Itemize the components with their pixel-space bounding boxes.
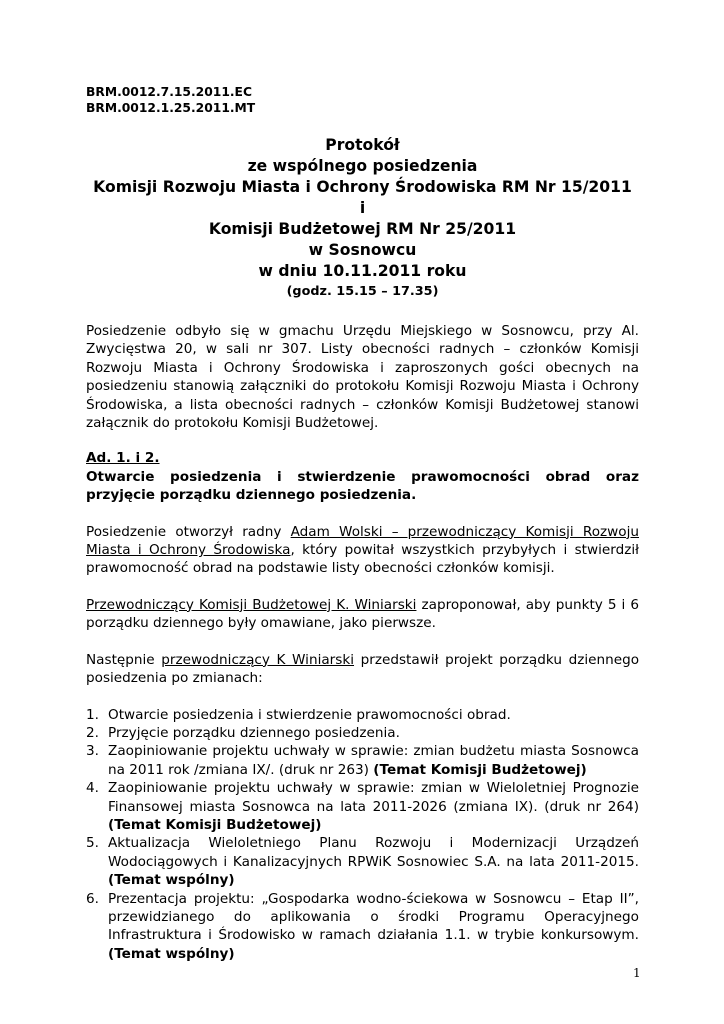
document-page: [86, 84, 639, 963]
chair-reference: przewodniczący K Winiarski: [161, 651, 355, 668]
agenda-item-number: 3.: [86, 743, 99, 760]
agenda-item: [86, 742, 639, 779]
agenda-item-text: Zaopiniowanie projektu uchwały w sprawie: zmian budżetu miasta Sosnowca na 2011 rok /zmiana IX/. (druk nr 263): [108, 743, 639, 778]
agenda-item-number: 1.: [86, 706, 99, 723]
title-line: w dniu 10.11.2011 roku: [258, 262, 467, 280]
title-line: ze wspólnego posiedzenia: [247, 157, 478, 175]
text: zaproponował, aby punkty 5 i 6 porządku dziennego były omawiane, jako pierwsze.: [86, 596, 640, 632]
reference-number: BRM.0012.7.15.2011.EC: [86, 85, 252, 99]
title-line: i: [359, 199, 366, 217]
meeting-time: (godz. 15.15 – 17.35): [286, 284, 439, 299]
agenda-intro-paragraph: [86, 651, 639, 688]
text: Następnie: [86, 651, 162, 668]
title-line: Protokół: [325, 136, 400, 154]
agenda-item: [86, 724, 639, 742]
agenda-item-number: 2.: [86, 724, 99, 741]
opening-paragraph: [86, 523, 639, 578]
section-heading: [86, 449, 639, 504]
page-number: 1: [633, 966, 641, 980]
agenda-item-text: Aktualizacja Wieloletniego Planu Rozwoju i Modernizacji Urządzeń Wodociągowych i Kanalizacyjnych RPWiK Sosnowiec S.A. na lata 2011-2015.: [108, 835, 639, 870]
agenda-item-tag: (Temat Komisji Budżetowej): [108, 816, 322, 833]
agenda-item: [86, 890, 639, 964]
reference-numbers: [86, 84, 639, 116]
reference-number: BRM.0012.1.25.2011.MT: [86, 101, 256, 115]
title-line: w Sosnowcu: [308, 241, 417, 259]
agenda-item-number: 4.: [86, 780, 99, 797]
agenda-item-text: Otwarcie posiedzenia i stwierdzenie prawomocności obrad.: [108, 706, 511, 723]
agenda-item: [86, 706, 639, 724]
text: Posiedzenie otworzył radny: [86, 523, 291, 540]
chair-name: Adam Wolski – przewodniczący Komisji Rozwoju Miasta i Ochrony Środowiska: [86, 523, 639, 559]
section-title: Otwarcie posiedzenia i stwierdzenie prawomocności obrad oraz przyjęcie porządku dziennego posiedzenia.: [86, 468, 639, 504]
agenda-item-tag: (Temat Komisji Budżetowej): [373, 761, 587, 778]
title-line: Komisji Rozwoju Miasta i Ochrony Środowiska RM Nr 15/2011: [93, 178, 632, 196]
agenda-item: [86, 779, 639, 834]
agenda-item-number: 5.: [86, 835, 99, 852]
budget-chair-name: Przewodniczący Komisji Budżetowej K. Winiarski: [86, 596, 417, 613]
text: przedstawił projekt porządku dziennego posiedzenia po zmianach:: [86, 651, 640, 687]
document-title: [86, 135, 639, 301]
agenda-item-text: Prezentacja projektu: „Gospodarka wodno-ściekowa w Sosnowcu – Etap II”, przewidzianego do aplikowania o środki Programu Operacyjnego Infrastruktura i Środowisko w ramach działania 1.1. w trybie konkursowym.: [108, 890, 639, 944]
text: , który powitał wszystkich przybyłych i stwierdził prawomocność obrad na podstawie listy obecności członków komisji.: [86, 542, 639, 577]
proposal-paragraph: [86, 596, 639, 633]
section-number: Ad. 1. i 2.: [86, 450, 160, 467]
agenda-item-tag: (Temat wspólny): [108, 872, 235, 889]
intro-paragraph: Posiedzenie odbyło się w gmachu Urzędu Miejskiego w Sosnowcu, przy Al. Zwycięstwa 20, w sali nr 307. Listy obecności radnych – członków Komisji Rozwoju Miasta i Ochrony Środowiska i zaproszonych gości obecnych na posiedzeniu stanowią załączniki do protokołu Komisji Rozwoju Miasta i Ochrony Środowiska, a lista obecności radnych – członków Komisji Budżetowej stanowi załącznik do protokołu Komisji Budżetowej.: [86, 323, 639, 432]
title-line: Komisji Budżetowej RM Nr 25/2011: [208, 220, 517, 238]
agenda-item-tag: (Temat wspólny): [108, 945, 235, 962]
agenda-item-text: Zaopiniowanie projektu uchwały w sprawie: zmian w Wieloletniej Prognozie Finansowej miasta Sosnowca na lata 2011-2026 (zmiana IX). (druk nr 264): [108, 780, 639, 815]
agenda-item-text: Przyjęcie porządku dziennego posiedzenia.: [108, 724, 400, 741]
agenda-item-number: 6.: [86, 890, 99, 907]
agenda-item: [86, 834, 639, 889]
agenda-list: [86, 706, 639, 964]
